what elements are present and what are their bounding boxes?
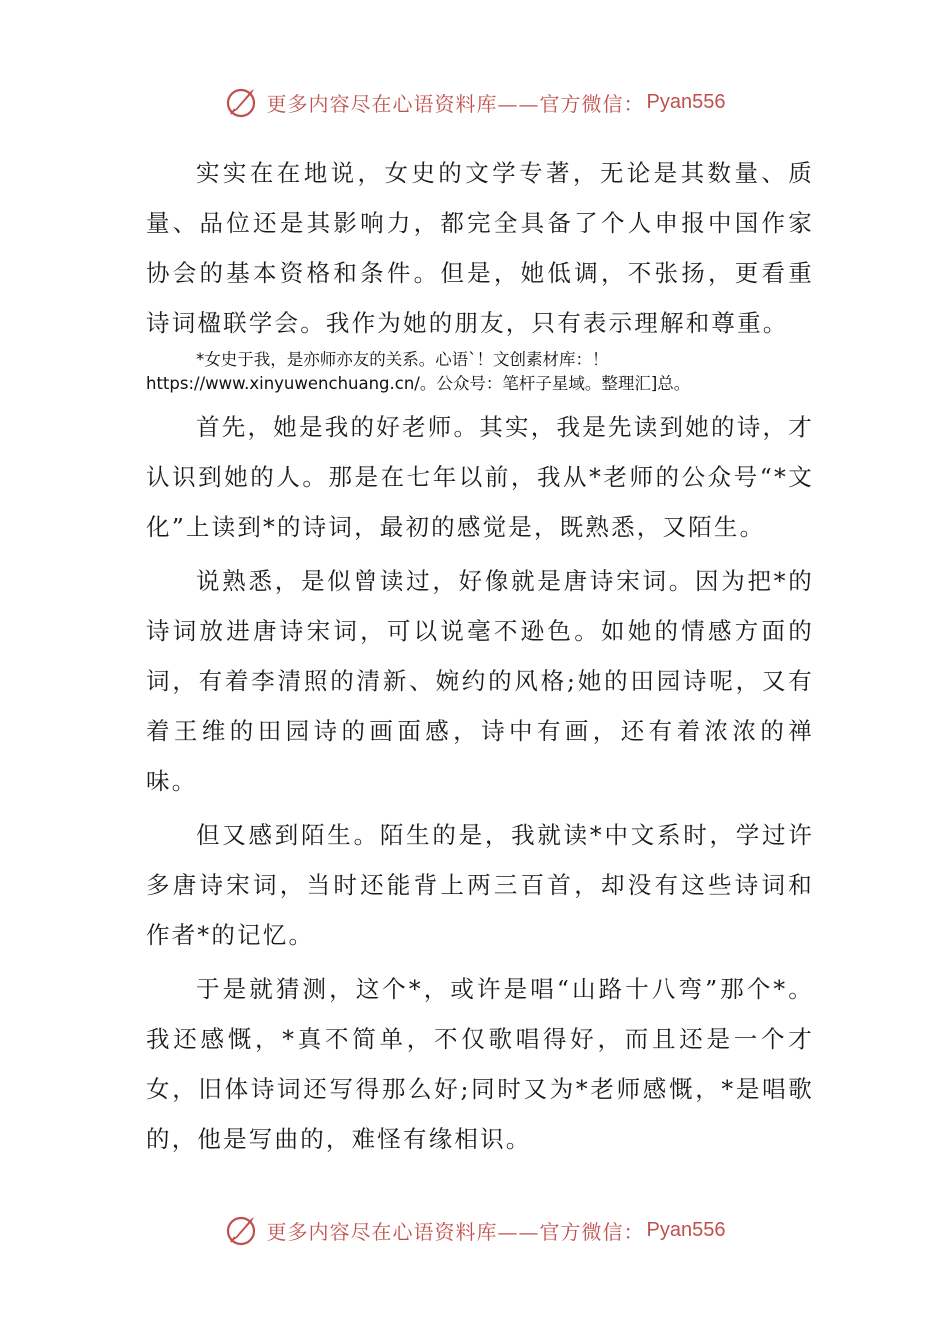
paragraph-4: 但又感到陌生。陌生的是，我就读*中文系时，学过许多唐诗宋词，当时还能背上两三百首，却没有这些诗词和作者*的记忆。 [146,821,814,949]
document-body [146,148,814,1168]
paragraph-5: 于是就猜测，这个*，或许是唱“山路十八弯”那个*。我还感慨，*真不简单，不仅歌唱得好，而且还是一个才女，旧体诗词还写得那么好;同时又为*老师感慨，*是唱歌的，他是写曲的，难怪有缘相识。 [146,975,814,1153]
banner-text: 更多内容尽在心语资料库——官方微信： [266,1219,645,1244]
footer-banner [0,1208,950,1252]
header-banner [0,80,950,124]
paragraph-1: 实实在在地说，女史的文学专著，无论是其数量、质量、品位还是其影响力，都完全具备了个人申报中国作家协会的基本资格和条件。但是，她低调，不张扬，更看重诗词楹联学会。我作为她的朋友，只有表示理解和尊重。 [146,159,814,337]
wechat-id: Pyan556 [646,90,726,113]
source-note: *女史于我，是亦师亦友的关系。心语`！文创素材库：！https://www.xinyuwenchuang.cn/。公众号：笔杆子星域。整理汇]总。 [146,350,691,393]
banner-text: 更多内容尽在心语资料库——官方微信： [266,91,645,116]
quill-pen-icon [225,85,259,119]
paragraph-2: 首先，她是我的好老师。其实，我是先读到她的诗，才认识到她的人。那是在七年以前，我从*老师的公众号“*文化”上读到*的诗词，最初的感觉是，既熟悉，又陌生。 [146,413,814,541]
wechat-id: Pyan556 [646,1218,726,1241]
quill-pen-icon [225,1213,259,1247]
paragraph-3: 说熟悉，是似曾读过，好像就是唐诗宋词。因为把*的诗词放进唐诗宋词，可以说毫不逊色。如她的情感方面的词，有着李清照的清新、婉约的风格;她的田园诗呢，又有着王维的田园诗的画面感，诗中有画，还有着浓浓的禅味。 [146,567,814,795]
